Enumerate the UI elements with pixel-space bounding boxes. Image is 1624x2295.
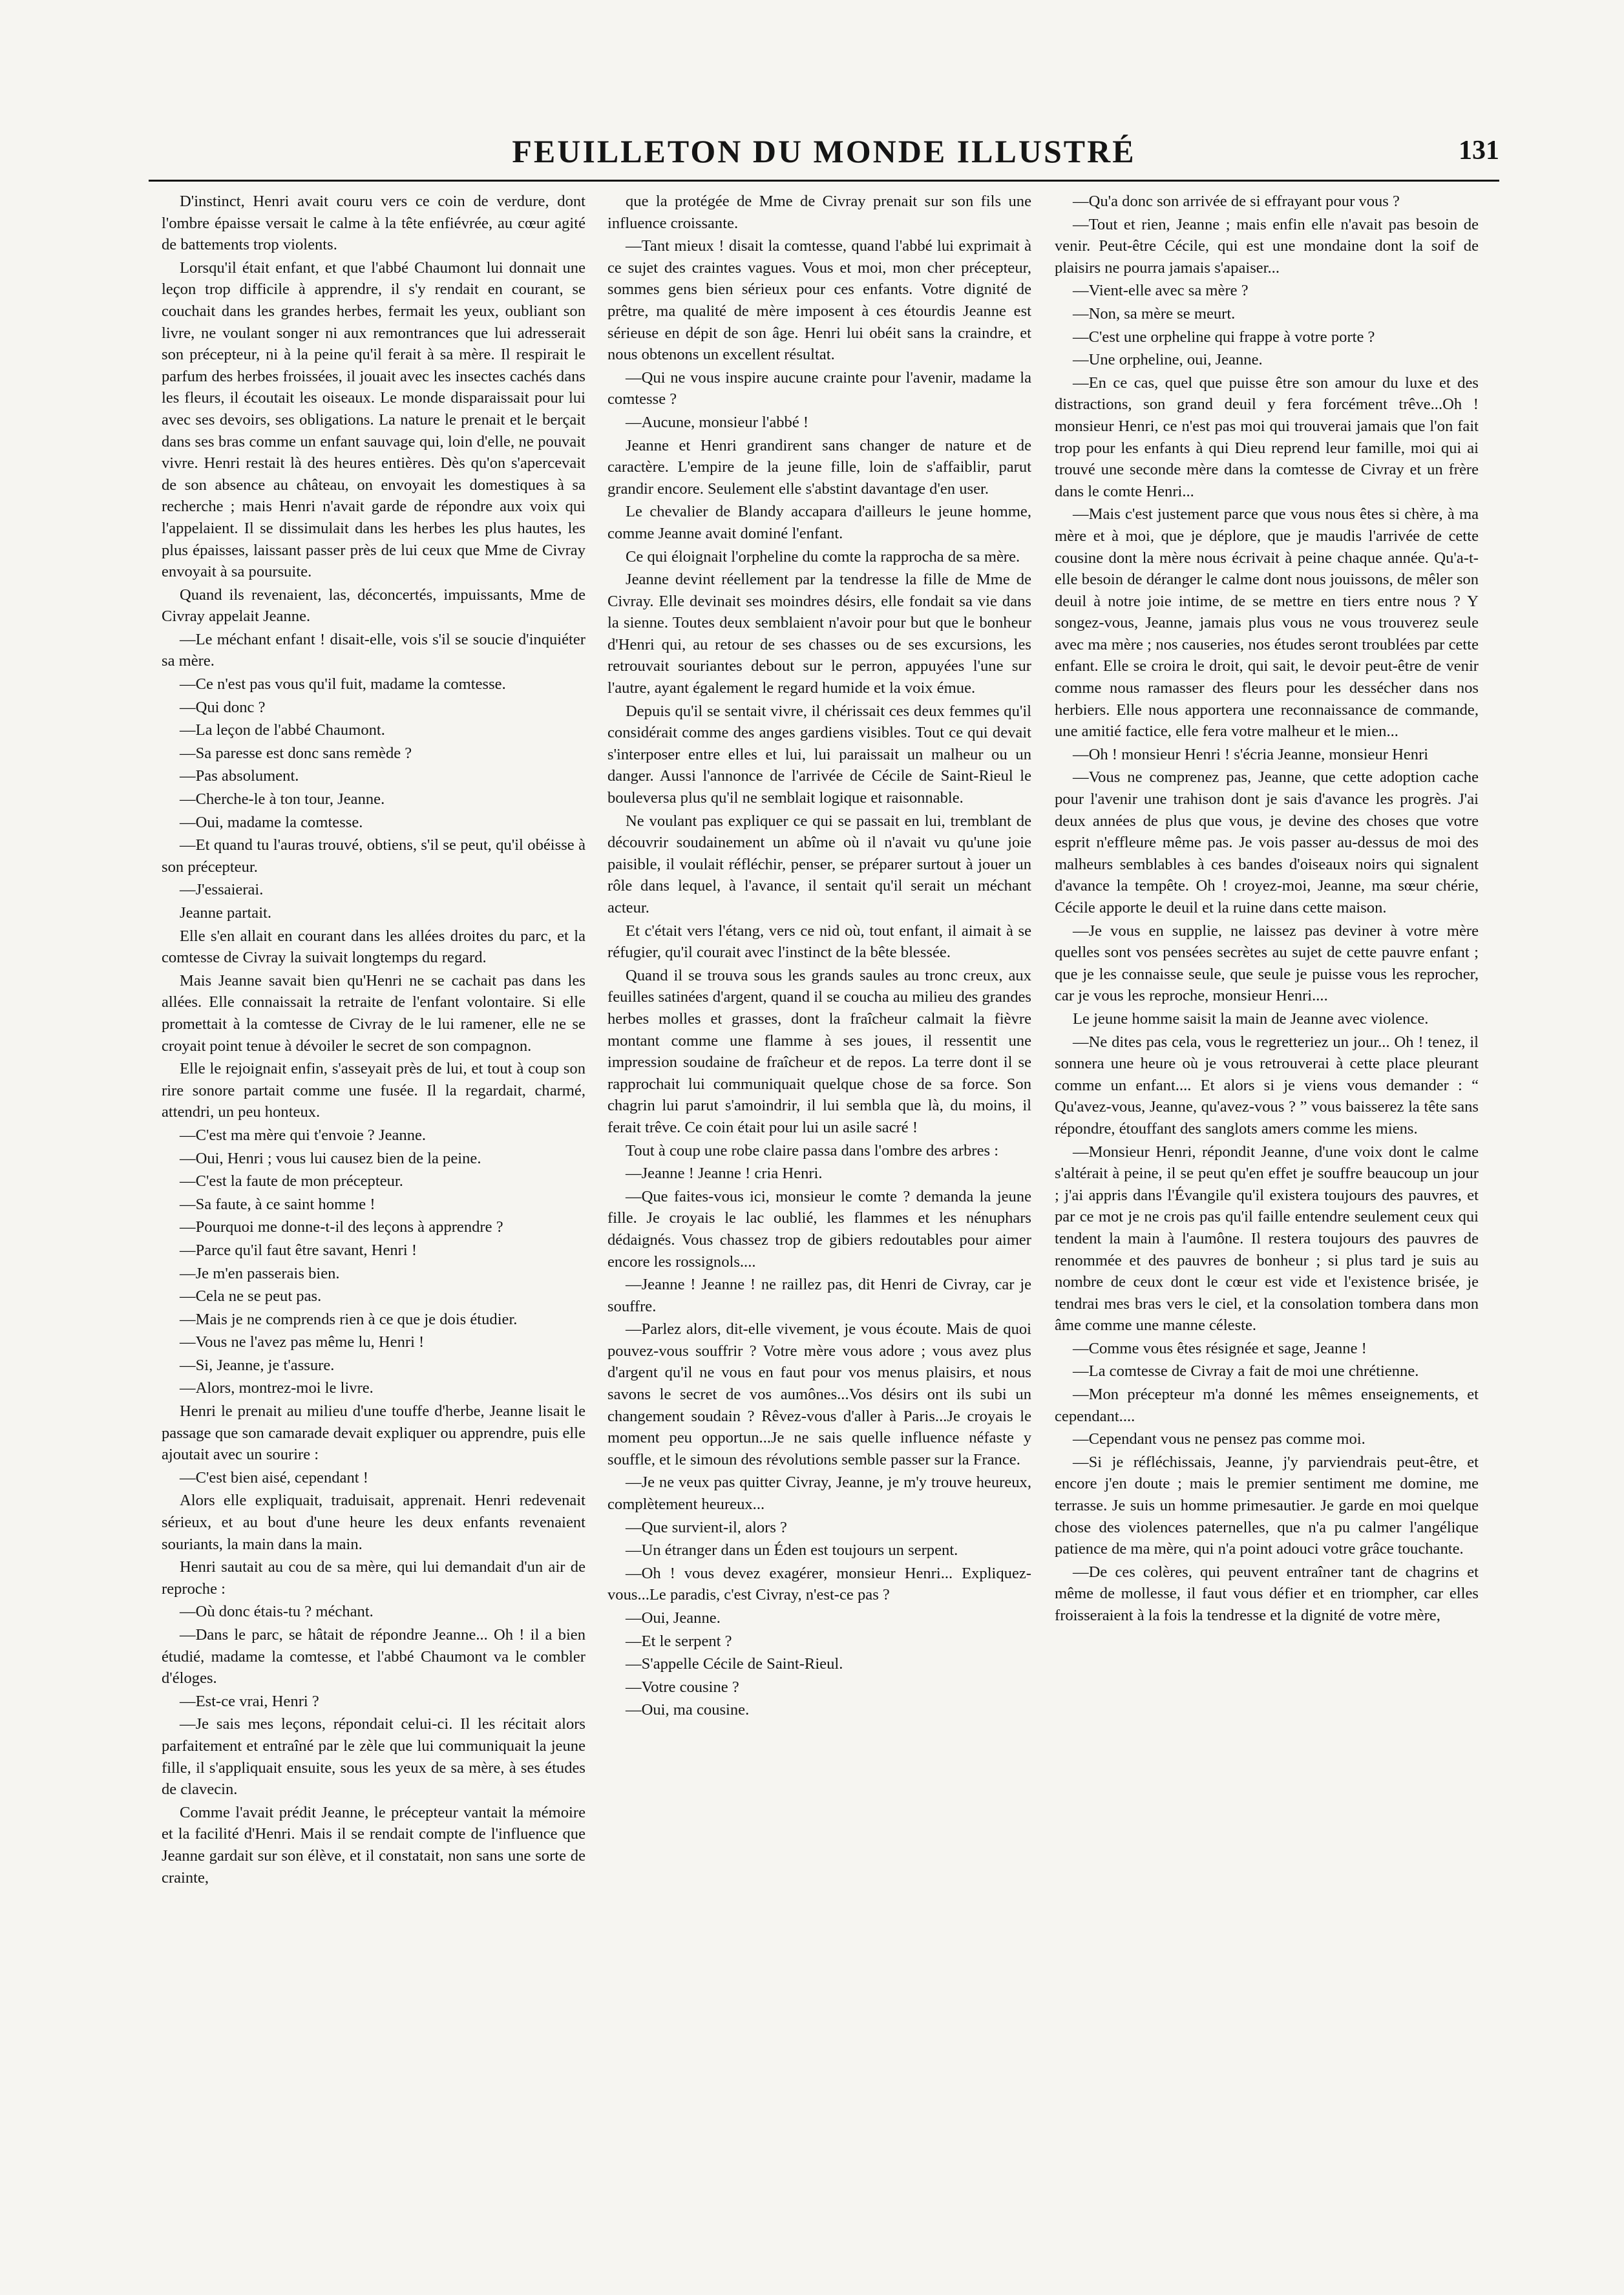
- paragraph: —Je m'en passerais bien.: [180, 1264, 340, 1282]
- paragraph: Le jeune homme saisit la main de Jeanne avec violence.: [1073, 1010, 1429, 1028]
- header-title: FEUILLETON DU MONDE ILLUSTRÉ: [512, 133, 1136, 169]
- paragraph: —Jeanne ! Jeanne ! ne raillez pas, dit Henri de Civray, car je souffre.: [607, 1276, 1031, 1315]
- paragraph: —Jeanne ! Jeanne ! cria Henri.: [626, 1165, 823, 1183]
- paragraph: Alors elle expliquait, traduisait, apprenait. Henri redevenait sérieux, et au bout d'une heure les deux enfants revenaient souriants, la main dans la main.: [162, 1492, 585, 1553]
- paragraph: —Une orpheline, oui, Jeanne.: [1073, 351, 1263, 369]
- paragraph: —Tout et rien, Jeanne ; mais enfin elle n'avait pas besoin de venir. Peut-être Cécile, qui est une mondaine dont la soif de plaisirs ne pourra jamais s'apaiser...: [1055, 215, 1479, 277]
- paragraph: —Tant mieux ! disait la comtesse, quand l'abbé lui exprimait à ce sujet des craintes vagues. Vous et moi, mon cher précepteur, sommes gens bien sérieux pour ces enfants. Votre dignité de prêtre, ma qualité de mère imposent à ces étourdis Jeanne est sérieuse en dépit de son âge. Henri lui obéit sans la craindre, et nous obtenons un excellent résultat.: [607, 237, 1031, 364]
- paragraph: —Si je réfléchissais, Jeanne, j'y parviendrais peut-être, et encore j'en doute ; mais le premier sentiment me domine, me terrasse. Je suis un homme primesautier. Je garde en moi quelque chose des violences paternelles, que n'a pu calmer l'angélique patience de ma mère, qui n'a point adouci votre grâce touchante.: [1055, 1453, 1479, 1558]
- paragraph: —Où donc étais-tu ? méchant.: [180, 1603, 374, 1621]
- header-rule: [149, 180, 1499, 182]
- paragraph: —Qui ne vous inspire aucune crainte pour l'avenir, madame la comtesse ?: [607, 368, 1031, 408]
- text-column-1: [162, 191, 585, 2246]
- paragraph: Elle s'en allait en courant dans les allées droites du parc, et la comtesse de Civray la suivait longtemps du regard.: [162, 927, 585, 967]
- paragraph: —Un étranger dans un Éden est toujours un serpent.: [626, 1541, 958, 1560]
- paragraph: —Pourquoi me donne-t-il des leçons à apprendre ?: [180, 1218, 503, 1236]
- paragraph: —Comme vous êtes résignée et sage, Jeanne !: [1073, 1339, 1367, 1357]
- paragraph: —Oui, Jeanne.: [626, 1609, 721, 1627]
- paragraph: —Je vous en supplie, ne laissez pas deviner à votre mère quelles sont vos pensées secrètes au sujet de cette pauvre enfant ; que je les connaisse seule, que seule je puisse vous les reprocher, car je vous les reproche, monsieur Henri....: [1055, 922, 1479, 1005]
- paragraph: —Mon précepteur m'a donné les mêmes enseignements, et cependant....: [1055, 1386, 1479, 1425]
- paragraph: —Si, Jeanne, je t'assure.: [180, 1356, 335, 1374]
- paragraph: —Le méchant enfant ! disait-elle, vois s'il se soucie d'inquiéter sa mère.: [162, 630, 585, 670]
- paragraph: Ce qui éloignait l'orpheline du comte la rapprocha de sa mère.: [626, 547, 1020, 566]
- paragraph: —Vous ne comprenez pas, Jeanne, que cette adoption cache pour l'avenir une trahison dont je sais d'avance les progrès. J'ai deux années de plus que vous, je devine des choses que votre esprit n'effleure même pas. Je vois passer au-dessus de moi des malheurs semblables à ces bandes d'oiseaux noirs qui signalent d'avance la tempête. Oh ! croyez-moi, Jeanne, ma sœur chérie, Cécile apporte le deuil et la ruine dans cette maison.: [1055, 768, 1479, 916]
- paragraph: —Sa faute, à ce saint homme !: [180, 1195, 375, 1213]
- paragraph: Quand il se trouva sous les grands saules au tronc creux, aux feuilles satinées d'argent, quand il se coucha au milieu des grandes herbes molles et grasses, dont la fraîcheur calmait la fièvre montant comme une flamme à ses joues, il ressentit une impression soudaine de fraîcheur et de repos. La terre dont il se rapprochait lui communiquait quelque chose de sa force. Son chagrin lui parut s'amoindrir, il lui sembla que là, du moins, il ferait trêve. Ce coin était pour lui un asile sacré !: [607, 966, 1031, 1136]
- paragraph: —Qui donc ?: [180, 698, 266, 716]
- paragraph: —Oui, Henri ; vous lui causez bien de la peine.: [180, 1149, 481, 1167]
- paragraph: Lorsqu'il était enfant, et que l'abbé Chaumont lui donnait une leçon trop difficile à apprendre, il s'y rendait en courant, se couchait dans les grandes herbes, fermait les yeux, oubliant son livre, ne voulant songer ni aux remontrances que lui adresserait son précepteur, ni à la peine qu'il ferait à sa mère. Il respirait le parfum des herbes froissées, il jouait avec les insectes cachés dans les fleurs, il écoutait les oiseaux. Le monde disparaissait pour lui avec ses devoirs, ses obligations. La nature le prenait et le berçait dans ses bras comme un enfant sauvage qui, loin d'elle, ne pouvait vivre. Henri restait là des heures entières. Dès qu'on s'apercevait de son absence au château, on envoyait les domestiques à sa recherche ; mais Henri n'avait garde de répondre aux voix qui l'appelaient. Il se dissimulait dans les herbes les plus hautes, les plus épaisses, laissant passer près de lui ceux que Mme de Civray envoyait à sa poursuite.: [162, 259, 585, 581]
- paragraph: Mais Jeanne savait bien qu'Henri ne se cachait pas dans les allées. Elle connaissait la retraite de l'enfant volontaire. Si elle promettait à la comtesse de Civray de le lui ramener, elle ne se croyait point tenue à dévoiler le secret de son compagnon.: [162, 971, 585, 1055]
- paragraph: —Mais c'est justement parce que vous nous êtes si chère, à ma mère et à moi, que je déplore, que je maudis l'arrivée de cette cousine dont la mère nous écrivait à peine chaque année. Qu'a-t-elle besoin de déranger le calme dont nous jouissons, de mêler son deuil à notre joie intime, de se mettre en tiers entre nous ? Y songez-vous, Jeanne, jamais plus vous ne vous trouverez seule avec ma mère ; nos causeries, nos études seront troublées par cette enfant. Elle se croira le droit, qui sait, le devoir peut-être de venir comme nous ramasser des fleurs pour les dessécher dans nos herbiers. Elle nous apportera une reconnaissance de commande, une amitié factice, elle fera votre malheur et le mien...: [1055, 505, 1479, 741]
- paragraph: —Parlez alors, dit-elle vivement, je vous écoute. Mais de quoi pouvez-vous souffrir ? Votre mère vous adore ; vous avez plus d'argent qu'il ne vous en faut pour vos menus plaisirs, et nous savons le secret de vos aumônes...Vos désirs ont ils subi un changement soudain ? Rêvez-vous d'aller à Paris...Je croyais le moment peu opportun...Je ne sais quelle influence néfaste y souffle, et le simoun des révolutions semble passer sur la France.: [607, 1320, 1031, 1468]
- paragraph: Et c'était vers l'étang, vers ce nid où, tout enfant, il aimait à se réfugier, qu'il courait avec l'instinct de la bête blessée.: [607, 922, 1031, 962]
- paragraph: —Cependant vous ne pensez pas comme moi.: [1073, 1430, 1366, 1448]
- paragraph: —Ne dites pas cela, vous le regretteriez un jour... Oh ! tenez, il sonnera une heure où je vous retrouverai à cette place pleurant comme un enfant.... Et alors si je viens vous demander : “ Qu'avez-vous, Jeanne, qu'avez-vous ? ” vous baisserez la tête sans répondre, étouffant des sanglots amers comme les miens.: [1055, 1033, 1479, 1137]
- paragraph: —Oh ! monsieur Henri ! s'écria Jeanne, monsieur Henri: [1073, 745, 1429, 763]
- paragraph: Henri le prenait au milieu d'une touffe d'herbe, Jeanne lisait le passage que son camarade devait expliquer ou apprendre, puis elle ajoutait avec un sourire :: [162, 1402, 585, 1464]
- paragraph: Comme l'avait prédit Jeanne, le précepteur vantait la mémoire et la facilité d'Henri. Mais il se rendait compte de l'influence que Jeanne gardait sur son élève, et il constatait, non sans une sorte de crainte,: [162, 1803, 585, 1887]
- paragraph: —Que survient-il, alors ?: [626, 1518, 787, 1536]
- paragraph: Elle le rejoignait enfin, s'asseyait près de lui, et tout à coup son rire sonore partait comme une fusée. Il la regardait, charmé, attendri, un peu honteux.: [162, 1060, 585, 1121]
- paragraph: —Non, sa mère se meurt.: [1073, 304, 1236, 323]
- paragraph: —Je sais mes leçons, répondait celui-ci. Il les récitait alors parfaitement et entraîné par le zèle que lui communiquait la jeune fille, il s'appliquait ensuite, sous les yeux de sa mère, à ses études de clavecin.: [162, 1715, 585, 1799]
- paragraph: —Vient-elle avec sa mère ?: [1073, 282, 1249, 300]
- paragraph: —Et quand tu l'auras trouvé, obtiens, s'il se peut, qu'il obéisse à son précepteur.: [162, 836, 585, 876]
- page-header: [149, 132, 1499, 178]
- paragraph: Jeanne partait.: [180, 904, 272, 922]
- paragraph: —S'appelle Cécile de Saint-Rieul.: [626, 1655, 843, 1673]
- paragraph: —En ce cas, quel que puisse être son amour du luxe et des distractions, son grand deuil y fera forcément trêve...Oh ! monsieur Henri, ce n'est pas moi qui trouverai jamais que l'on fait trop pour les enfants à qui Dieu reprend leur famille, moi qui ai trouvé une seconde mère dans la comtesse de Civray et un frère dans le comte Henri...: [1055, 374, 1479, 500]
- text-column-3: [1055, 191, 1479, 2246]
- paragraph: —Oui, ma cousine.: [626, 1701, 750, 1719]
- paragraph: —Je ne veux pas quitter Civray, Jeanne, je m'y trouve heureux, complètement heureux...: [607, 1474, 1031, 1514]
- paragraph: —Qu'a donc son arrivée de si effrayant pour vous ?: [1073, 193, 1400, 210]
- paragraph: —Mais je ne comprends rien à ce que je dois étudier.: [180, 1310, 518, 1328]
- paragraph: —Parce qu'il faut être savant, Henri !: [180, 1241, 417, 1259]
- paragraph: —Monsieur Henri, répondit Jeanne, d'une voix dont le calme s'altérait à peine, il se peut qu'en effet je souffre beaucoup un jour ; j'ai appris dans l'Évangile qu'il existera toujours des pauvres, et par ce mot je ne crois pas qu'il faille entendre seulement ceux qui tendent la main à l'aumône. Il restera toujours des pauvres de renommée et des pauvres de bonheur ; si plus tard je suis au nombre de ceux dont le cœur est vide et l'existence brisée, je tendrai mes bras vers le ciel, et la consolation tombera dans mon âme comme une manne céleste.: [1055, 1143, 1479, 1335]
- paragraph: —Est-ce vrai, Henri ?: [180, 1692, 319, 1710]
- paragraph: Le chevalier de Blandy accapara d'ailleurs le jeune homme, comme Jeanne avait dominé l'enfant.: [607, 503, 1031, 542]
- paragraph: Depuis qu'il se sentait vivre, il chérissait ces deux femmes qu'il considérait comme des anges gardiens visibles. Tout ce qui devait s'interposer entre elles et lui, lui paraissait un malheur ou un danger. Aussi l'annonce de l'arrivée de Cécile de Saint-Rieul le bouleversa plus qu'il ne semblait logique et raisonnable.: [607, 702, 1031, 807]
- paragraph: —Dans le parc, se hâtait de répondre Jeanne... Oh ! il a bien étudié, madame la comtesse, et l'abbé Chaumont va le combler d'éloges.: [162, 1626, 585, 1687]
- paragraph: D'instinct, Henri avait couru vers ce coin de verdure, dont l'ombre épaisse versait le calme à la tête enfiévrée, au cœur agité de battements trop violents.: [162, 193, 585, 254]
- paragraph: —De ces colères, qui peuvent entraîner tant de chagrins et même de mollesse, il faut vous défier et en triompher, car elles froisseraient à la fois la tendresse et la dignité de votre mère,: [1055, 1563, 1479, 1624]
- paragraph: —C'est la faute de mon précepteur.: [180, 1172, 403, 1190]
- paragraph: —Ce n'est pas vous qu'il fuit, madame la comtesse.: [180, 675, 506, 693]
- paragraph: —Sa paresse est donc sans remède ?: [180, 744, 412, 762]
- paragraph: Jeanne et Henri grandirent sans changer de nature et de caractère. L'empire de la jeune fille, loin de s'affaiblir, parut grandir encore. Seulement elle s'abstint davantage d'en user.: [607, 436, 1031, 498]
- paragraph: —Oui, madame la comtesse.: [180, 813, 363, 831]
- paragraph: —Pas absolument.: [180, 767, 299, 785]
- paragraph: —Cherche-le à ton tour, Jeanne.: [180, 790, 385, 809]
- paragraph: —Vous ne l'avez pas même lu, Henri !: [180, 1333, 425, 1351]
- paragraph: —Aucune, monsieur l'abbé !: [626, 413, 809, 431]
- paragraph: —C'est ma mère qui t'envoie ? Jeanne.: [180, 1126, 427, 1144]
- paragraph: —Alors, montrez-moi le livre.: [180, 1379, 374, 1397]
- paragraph: —Cela ne se peut pas.: [180, 1287, 322, 1306]
- paragraph: Ne voulant pas expliquer ce qui se passait en lui, tremblant de découvrir soudainement un abîme où il n'avait vu qu'une joie paisible, il voulait réfléchir, penser, se préparer surtout à jouer un rôle dans lequel, à l'avance, il sentait qu'il serait un méchant acteur.: [607, 812, 1031, 916]
- page-number: 131: [1459, 136, 1499, 165]
- paragraph: —La leçon de l'abbé Chaumont.: [180, 721, 385, 739]
- paragraph: —C'est bien aisé, cependant !: [180, 1468, 368, 1486]
- paragraph: —C'est une orpheline qui frappe à votre porte ?: [1073, 328, 1375, 346]
- paragraph: —Que faites-vous ici, monsieur le comte ? demanda la jeune fille. Je croyais le lac oublié, les flammes et les nénuphars dédaignés. Vous chassez trop de gibiers redoutables pour aimer encore les rossignols....: [607, 1187, 1031, 1271]
- paragraph: que la protégée de Mme de Civray prenait sur son fils une influence croissante.: [607, 193, 1031, 232]
- paragraph: —La comtesse de Civray a fait de moi une chrétienne.: [1073, 1362, 1419, 1380]
- paragraph: Jeanne devint réellement par la tendresse la fille de Mme de Civray. Elle devinait ses moindres désirs, elle fondait sa vie dans la sienne. Toutes deux semblaient n'avoir pour but que le bonheur d'Henri qui, au retour de ses chasses ou de ses excursions, les retrouvait souriantes debout sur le perron, appuyées l'une sur l'autre, ayant également le regard humide et la voix émue.: [607, 571, 1031, 697]
- paragraph: —J'essaierai.: [180, 881, 264, 899]
- paragraph: —Et le serpent ?: [626, 1632, 732, 1650]
- paragraph: Tout à coup une robe claire passa dans l'ombre des arbres :: [626, 1141, 999, 1159]
- paragraph: —Votre cousine ?: [626, 1678, 739, 1696]
- text-column-2: [607, 191, 1031, 2246]
- paragraph: Quand ils revenaient, las, déconcertés, impuissants, Mme de Civray appelait Jeanne.: [162, 586, 585, 626]
- paragraph: —Oh ! vous devez exagérer, monsieur Henri... Expliquez-vous...Le paradis, c'est Civray, n'est-ce pas ?: [607, 1564, 1031, 1604]
- paragraph: Henri sautait au cou de sa mère, qui lui demandait d'un air de reproche :: [162, 1558, 585, 1598]
